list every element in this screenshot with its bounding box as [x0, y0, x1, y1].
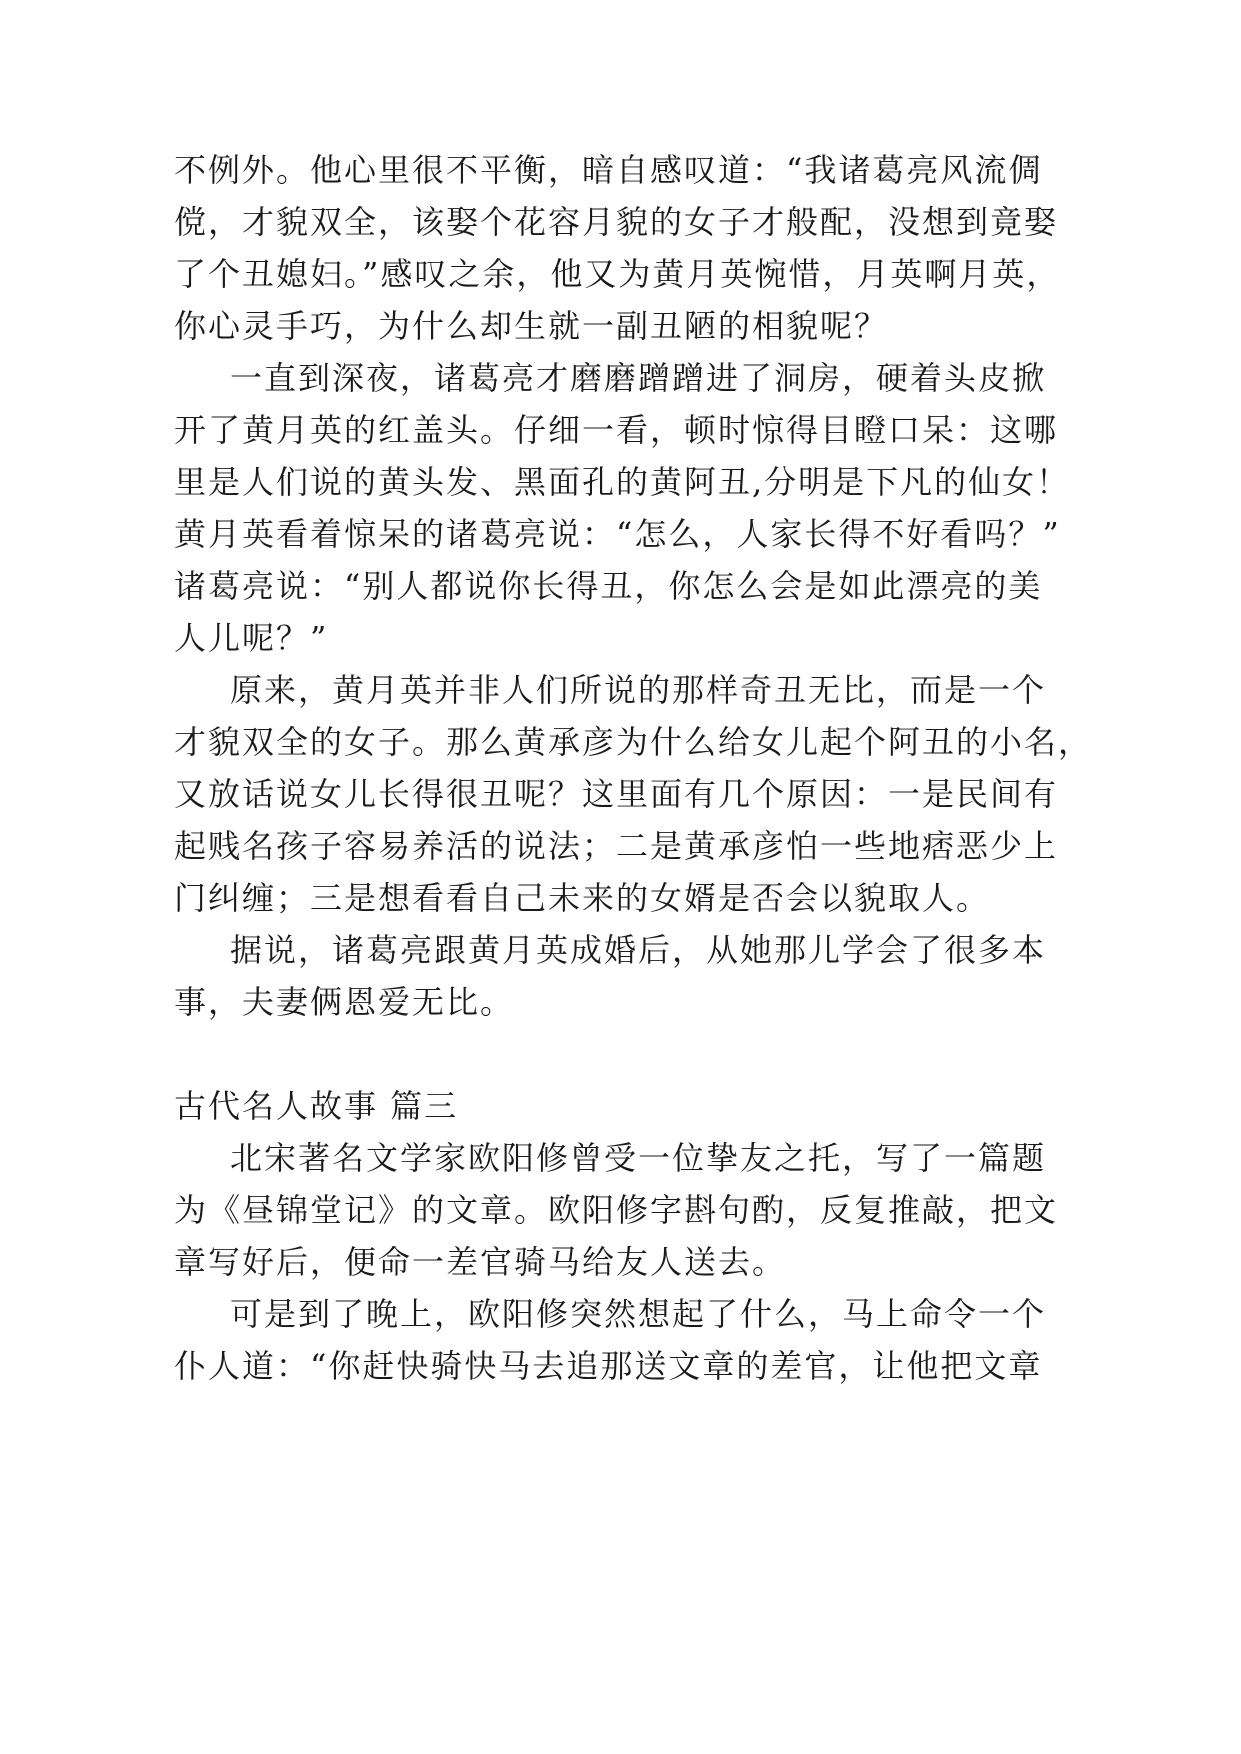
section-heading: 古代名人故事 篇三 — [174, 1087, 459, 1125]
paragraph-first-line: 北宋著名文学家欧阳修曾受一位挚友之托，写了一篇题 — [230, 1139, 1047, 1177]
text-line: 才貌双全的女子。那么黄承彦为什么给女儿起个阿丑的小名， — [174, 723, 1093, 761]
text-line: 人儿呢？” — [174, 619, 329, 657]
text-line: 章写好后，便命一差官骑马给友人送去。 — [174, 1243, 787, 1281]
paragraph-first-line: 据说，诸葛亮跟黄月英成婚后，从她那儿学会了很多本 — [230, 931, 1047, 969]
text-line: 开了黄月英的红盖头。仔细一看，顿时惊得目瞪口呆：这哪 — [174, 411, 1059, 449]
text-line: 为《昼锦堂记》的文章。欧阳修字斟句酌，反复推敲，把文 — [174, 1191, 1059, 1229]
text-line: 不例外。他心里很不平衡，暗自感叹道：“我诸葛亮风流倜 — [174, 151, 1043, 189]
text-line: 起贱名孩子容易养活的说法；二是黄承彦怕一些地痞恶少上 — [174, 827, 1059, 865]
text-line: 事，夫妻俩恩爱无比。 — [174, 983, 515, 1021]
text-line: 黄月英看着惊呆的诸葛亮说：“怎么，人家长得不好看吗？” — [174, 515, 1061, 553]
text-line: 了个丑媳妇。”感叹之余，他又为黄月英惋惜，月英啊月英， — [174, 255, 1061, 293]
text-line: 门纠缠；三是想看看自己未来的女婿是否会以貌取人。 — [174, 879, 991, 917]
text-line: 里是人们说的黄头发、黑面孔的黄阿丑,分明是下凡的仙女！ — [174, 463, 1071, 501]
paragraph-first-line: 可是到了晚上，欧阳修突然想起了什么，马上命令一个 — [230, 1295, 1047, 1333]
text-line: 诸葛亮说：“别人都说你长得丑，你怎么会是如此漂亮的美 — [174, 567, 1043, 605]
paragraph-first-line: 原来，黄月英并非人们所说的那样奇丑无比，而是一个 — [230, 671, 1047, 709]
text-line: 你心灵手巧，为什么却生就一副丑陋的相貌呢？ — [174, 307, 889, 345]
text-line: 傥，才貌双全，该娶个花容月貌的女子才般配，没想到竟娶 — [174, 203, 1059, 241]
paragraph-first-line: 一直到深夜，诸葛亮才磨磨蹭蹭进了洞房，硬着头皮掀 — [230, 359, 1047, 397]
text-line: 仆人道：“你赶快骑快马去追那送文章的差官，让他把文章 — [174, 1347, 1043, 1385]
text-line: 又放话说女儿长得很丑呢？这里面有几个原因：一是民间有 — [174, 775, 1059, 813]
